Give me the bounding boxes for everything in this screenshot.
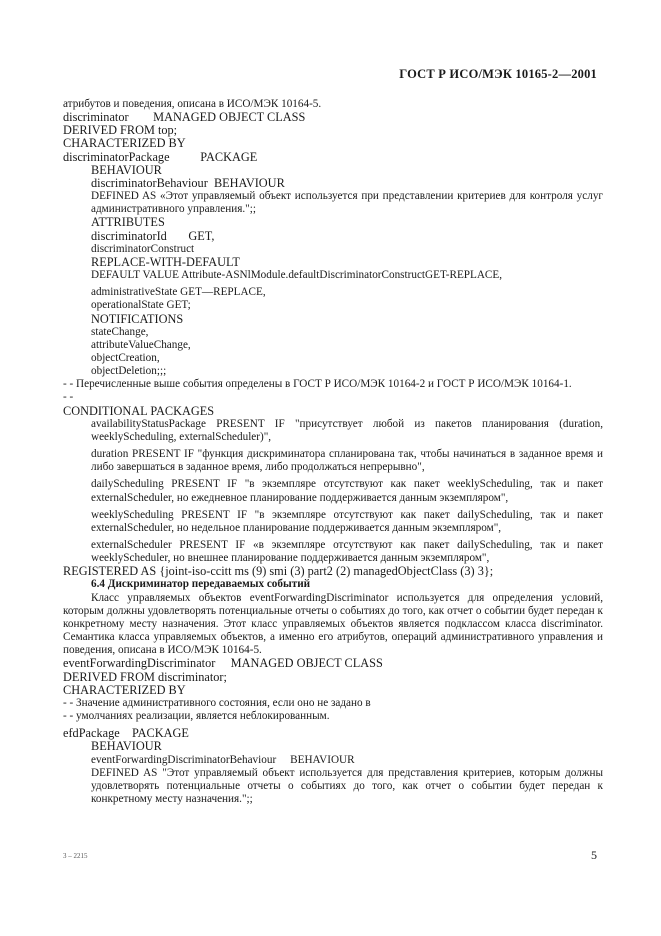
text-line: externalScheduler PRESENT IF «в экземпляре отсутствуют как пакет dailyScheduling, так и пакет weeklyScheduler, но внешнее планирование поддерживается данным экземпляром", <box>91 539 603 565</box>
text-line: DERIVED FROM discriminator; <box>63 669 227 684</box>
print-code: 3 – 2215 <box>63 852 88 860</box>
text-line: BEHAVIOUR <box>91 739 162 754</box>
text-line: operationalState GET; <box>91 299 191 312</box>
text-line: availabilityStatusPackage PRESENT IF "присутствует любой из пакетов планирования (duration, weeklyScheduling, externalScheduler)", <box>91 417 603 443</box>
text-line: discriminator MANAGED OBJECT CLASS <box>63 110 306 125</box>
text-line: DEFAULT VALUE Attribute-ASNlModule.defaultDiscriminatorConstructGET-REPLACE, <box>91 269 503 282</box>
text-line: - - <box>63 391 74 404</box>
text-line: REPLACE-WITH-DEFAULT <box>91 254 240 269</box>
text-line: discriminatorId GET, <box>91 228 215 243</box>
text-line: efdPackage PACKAGE <box>63 726 189 741</box>
text-line: - - Перечисленные выше события определены в ГОСТ Р ИСО/МЭК 10164-2 и ГОСТ Р ИСО/МЭК 10164-1. <box>63 378 572 391</box>
text-line: objectCreation, <box>91 351 160 364</box>
text-line: CHARACTERIZED BY <box>63 136 186 151</box>
text-line: CONDITIONAL PACKAGES <box>63 403 215 418</box>
text-line: DERIVED FROM top; <box>63 123 178 138</box>
page-header: ГОСТ Р ИСО/МЭК 10165-2—2001 <box>399 67 597 81</box>
text-line: CHARACTERIZED BY <box>63 682 186 697</box>
text-line: BEHAVIOUR <box>91 162 162 177</box>
text-line: NOTIFICATIONS <box>91 311 184 326</box>
text-line: objectDeletion;;; <box>91 365 167 378</box>
text-line: dailyScheduling PRESENT IF "в экземпляре отсутствуют как пакет weeklyScheduling, так и пакет externalScheduler, но ежедневное планирование поддерживается данным экземпляром", <box>91 478 603 504</box>
text-line: - - умолчаниях реализации, является неблокированным. <box>63 710 330 723</box>
text-line: duration PRESENT IF "функция дискриминатора спланирована так, чтобы начинаться в заданное время и либо завершаться в заданное время, либо продолжаться непрерывно", <box>91 448 603 474</box>
paragraph: Класс управляемых объектов eventForwardingDiscriminator используется для определения условий, которым должны удовлетворять потенциальные отчеты о событиях до того, как отчет о событии будет передан к конкретному месту назначения. Этот класс управляемых объектов является подклассом класса discriminator. Семантика класса управляемых объектов, а именно его атрибутов, операций административного управления и поведения, описана в ИСО/МЭК 10164-5. <box>63 591 603 657</box>
text-line: атрибутов и поведения, описана в ИСО/МЭК 10164-5. <box>63 98 322 110</box>
text-line: attributeValueChange, <box>91 338 191 351</box>
text-line: weeklyScheduling PRESENT IF "в экземпляре отсутствуют как пакет dailyScheduling, так и пакет externalScheduler, но недельное планирование поддерживается данным экземпляром", <box>91 508 603 534</box>
section-heading: 6.4 Дискриминатор передаваемых событий <box>91 578 311 591</box>
text-line: administrativeState GET—REPLACE, <box>91 286 266 299</box>
text-line: discriminatorPackage PACKAGE <box>63 149 258 164</box>
document-body <box>63 98 603 806</box>
text-line: REGISTERED AS {joint-iso-ccitt ms (9) smi (3) part2 (2) managedObjectClass (3) 3}; <box>63 564 494 579</box>
text-line: - - Значение административного состояния, если оно не задано в <box>63 696 371 709</box>
text-line: eventForwardingDiscriminatorBehaviour BEHAVIOUR <box>91 753 355 766</box>
text-line: stateChange, <box>91 325 149 338</box>
text-line: DEFINED AS «Этот управляемый объект используется при представлении критериев для контроля услуг административного управления.";; <box>91 190 603 216</box>
text-line: ATTRIBUTES <box>91 215 165 230</box>
page-number: 5 <box>591 848 597 862</box>
text-line: discriminatorBehaviour BEHAVIOUR <box>91 175 285 190</box>
text-line: eventForwardingDiscriminator MANAGED OBJECT CLASS <box>63 656 383 671</box>
text-line: DEFINED AS "Этот управляемый объект используется для представления критериев, которым должны удовлетворять потенциальные отчеты о событиях до того, как отчет о событии будет передан к конкретному месту назначения.";; <box>91 766 603 805</box>
text-line: discriminatorConstruct <box>91 242 195 255</box>
